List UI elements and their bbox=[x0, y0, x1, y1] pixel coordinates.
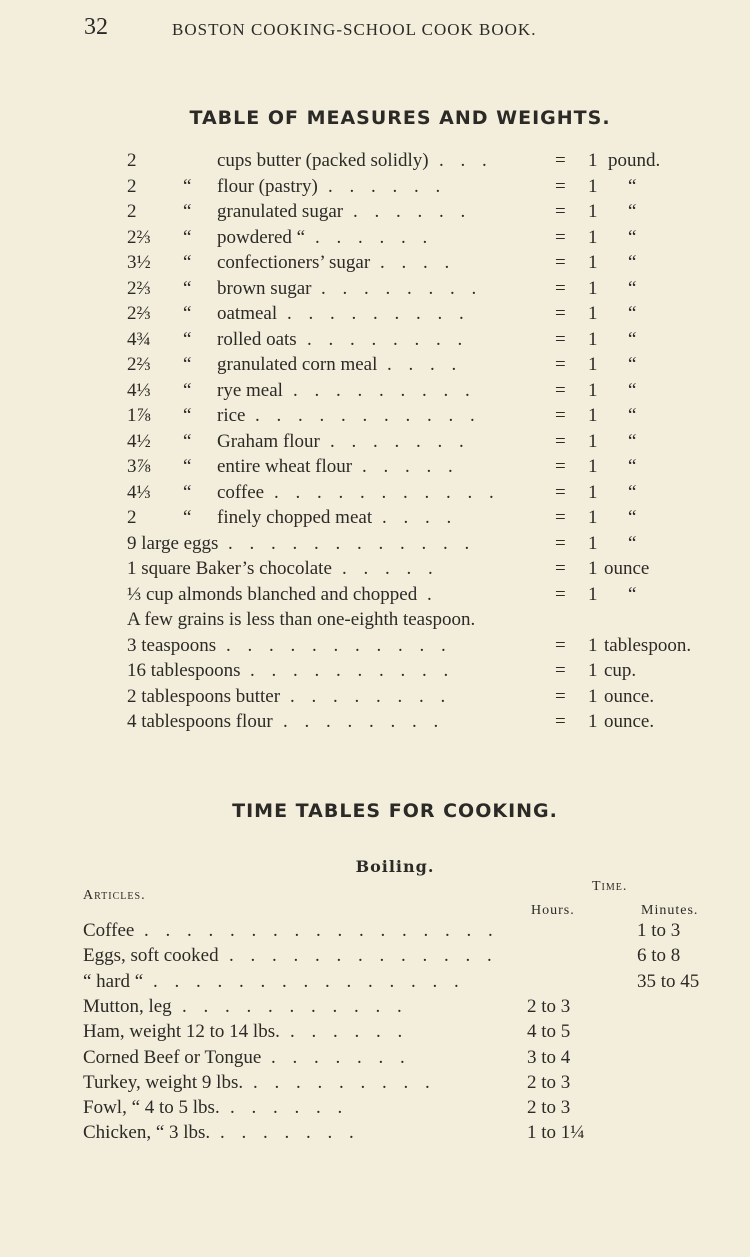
ditto-mark-result: “ bbox=[628, 379, 637, 401]
measure-item: granulated corn meal bbox=[217, 354, 378, 375]
measure-amount: 1 bbox=[588, 507, 598, 528]
equals-sign: = bbox=[555, 634, 566, 656]
ditto-mark-result: “ bbox=[628, 481, 637, 503]
equals-sign: = bbox=[555, 430, 566, 452]
ditto-mark: “ bbox=[183, 175, 192, 197]
leader-dots: . . . . . . bbox=[353, 201, 472, 222]
measure-amount: 1 bbox=[588, 481, 598, 503]
measure-item: rye meal bbox=[217, 379, 283, 401]
measure-amount: 1 bbox=[588, 354, 598, 375]
measure-row bbox=[0, 352, 750, 378]
measure-item: brown sugar bbox=[217, 277, 312, 299]
measure-amount: 1 bbox=[588, 456, 598, 477]
ditto-mark-result: “ bbox=[628, 201, 637, 222]
measure-text: 3 teaspoons bbox=[127, 634, 217, 656]
measure-item: entire wheat flour bbox=[217, 456, 353, 477]
measure-row bbox=[0, 199, 750, 225]
leader-dots: . . . . . . . . . bbox=[293, 379, 476, 401]
article-name: “ hard “ bbox=[83, 970, 144, 992]
measure-quantity: 4½ bbox=[127, 430, 151, 452]
measure-quantity: 4⅓ bbox=[127, 379, 151, 401]
equals-sign: = bbox=[555, 201, 566, 222]
measure-row bbox=[0, 454, 750, 480]
leader-dots: . . . . . . . . . . . . . . . . . bbox=[144, 920, 499, 941]
measure-row bbox=[0, 709, 750, 735]
time-row bbox=[0, 1095, 750, 1120]
measure-row bbox=[0, 531, 750, 557]
measure-unit: ounce. bbox=[604, 711, 655, 732]
measure-text: ⅓ cup almonds blanched and chopped bbox=[127, 583, 418, 605]
ditto-mark: “ bbox=[183, 481, 192, 503]
article-name: Coffee bbox=[83, 920, 135, 941]
measure-quantity: 2 bbox=[127, 175, 137, 197]
measure-item: confectioners’ sugar bbox=[217, 252, 371, 273]
measure-text: 16 tablespoons bbox=[127, 660, 241, 681]
leader-dots: . . . bbox=[439, 150, 493, 171]
measure-amount: 1 bbox=[588, 226, 598, 248]
leader-dots: . . . . . . bbox=[328, 175, 447, 197]
leader-dots: . . . . . . . . . . . bbox=[182, 995, 408, 1017]
measure-text: 1 square Baker’s chocolate bbox=[127, 558, 332, 579]
article-name: Fowl, “ 4 to 5 lbs. bbox=[83, 1097, 220, 1119]
measure-item: cups butter (packed solidly) bbox=[217, 150, 429, 171]
ditto-mark: “ bbox=[183, 328, 192, 350]
time-row bbox=[0, 1019, 750, 1044]
measure-quantity: 3½ bbox=[127, 252, 151, 273]
time-minutes: 6 to 8 bbox=[637, 945, 681, 967]
leader-dots: . . . . bbox=[382, 507, 458, 528]
article-name: Eggs, soft cooked bbox=[83, 945, 219, 967]
time-row bbox=[0, 943, 750, 968]
measure-row bbox=[0, 684, 750, 710]
time-row bbox=[0, 1070, 750, 1095]
article-name: Corned Beef or Tongue bbox=[83, 1046, 262, 1068]
measure-row bbox=[0, 582, 750, 608]
measure-item: rolled oats bbox=[217, 328, 297, 350]
ditto-mark: “ bbox=[183, 201, 192, 222]
time-row bbox=[0, 994, 750, 1019]
leader-dots: . bbox=[427, 583, 438, 605]
ditto-mark-result: “ bbox=[628, 354, 637, 375]
leader-dots: . . . . . . . . . . . bbox=[274, 481, 500, 503]
measure-text: 9 large eggs bbox=[127, 532, 219, 554]
measure-item: finely chopped meat bbox=[217, 507, 373, 528]
equals-sign: = bbox=[555, 252, 566, 273]
ditto-mark-result: “ bbox=[628, 532, 637, 554]
leader-dots: . . . . . . . . . . . bbox=[255, 405, 481, 426]
measure-quantity: 2 bbox=[127, 507, 137, 528]
article-name: Ham, weight 12 to 14 lbs. bbox=[83, 1021, 280, 1043]
measure-item: coffee bbox=[217, 481, 265, 503]
measure-unit: pound. bbox=[608, 150, 661, 171]
leader-dots: . . . . . bbox=[362, 456, 459, 477]
equals-sign: = bbox=[555, 660, 566, 681]
equals-sign: = bbox=[555, 558, 566, 579]
measure-text: 2 tablespoons butter bbox=[127, 685, 281, 707]
measure-row bbox=[0, 148, 750, 174]
measure-row bbox=[0, 556, 750, 582]
leader-dots: . . . . . . . . bbox=[283, 711, 445, 732]
equals-sign: = bbox=[555, 456, 566, 477]
ditto-mark-result: “ bbox=[628, 252, 637, 273]
ditto-mark: “ bbox=[183, 303, 192, 324]
measure-row bbox=[0, 607, 750, 633]
measure-text: A few grains is less than one-eighth teaspoon. bbox=[127, 609, 476, 630]
measure-amount: 1 bbox=[588, 430, 598, 452]
ditto-mark: “ bbox=[183, 226, 192, 248]
measure-item: powdered “ bbox=[217, 226, 306, 248]
ditto-mark-result: “ bbox=[628, 303, 637, 324]
ditto-mark-result: “ bbox=[628, 277, 637, 299]
leader-dots: . . . . . . . . . bbox=[287, 303, 470, 324]
ditto-mark-result: “ bbox=[628, 456, 637, 477]
leader-dots: . . . . . . . . . . . . . . . bbox=[153, 970, 465, 992]
ditto-mark: “ bbox=[183, 354, 192, 375]
measure-quantity: 3⅞ bbox=[127, 456, 151, 477]
leader-dots: . . . . . . . bbox=[220, 1122, 360, 1144]
leader-dots: . . . . . . . . bbox=[290, 685, 452, 707]
leader-dots: . . . . . bbox=[342, 558, 439, 579]
measure-amount: 1 bbox=[588, 711, 598, 732]
time-hours: 4 to 5 bbox=[527, 1021, 571, 1043]
article-name: Mutton, leg bbox=[83, 995, 172, 1017]
equals-sign: = bbox=[555, 175, 566, 197]
page-number: 32 bbox=[84, 14, 108, 40]
time-row bbox=[0, 918, 750, 943]
measure-text: 4 tablespoons flour bbox=[127, 711, 273, 732]
measures-title: TABLE OF MEASURES AND WEIGHTS. bbox=[189, 107, 611, 129]
time-hours: 2 to 3 bbox=[527, 1097, 571, 1119]
measure-amount: 1 bbox=[588, 328, 598, 350]
time-row bbox=[0, 1045, 750, 1070]
article-name: Chicken, “ 3 lbs. bbox=[83, 1122, 211, 1144]
leader-dots: . . . . . . . . . . . . bbox=[228, 532, 476, 554]
ditto-mark-result: “ bbox=[628, 405, 637, 426]
leader-dots: . . . . . . . . . . . . . bbox=[229, 945, 498, 967]
measure-unit: ounce. bbox=[604, 685, 655, 707]
ditto-mark: “ bbox=[183, 379, 192, 401]
leader-dots: . . . . . . . . . . bbox=[250, 660, 455, 681]
measure-quantity: 2⅔ bbox=[127, 277, 151, 299]
measure-amount: 1 bbox=[588, 558, 598, 579]
leader-dots: . . . . . . . . . . . bbox=[226, 634, 452, 656]
article-name: Turkey, weight 9 lbs. bbox=[83, 1071, 244, 1093]
measure-row bbox=[0, 301, 750, 327]
timetables-title: TIME TABLES FOR COOKING. bbox=[232, 800, 558, 822]
equals-sign: = bbox=[555, 583, 566, 605]
measure-amount: 1 bbox=[588, 175, 598, 197]
leader-dots: . . . . . . . . bbox=[307, 328, 469, 350]
col-time: Time. bbox=[592, 879, 628, 894]
measure-quantity: 2⅔ bbox=[127, 226, 151, 248]
equals-sign: = bbox=[555, 481, 566, 503]
equals-sign: = bbox=[555, 405, 566, 426]
time-minutes: 1 to 3 bbox=[637, 920, 681, 941]
measure-row bbox=[0, 276, 750, 302]
measure-row bbox=[0, 250, 750, 276]
equals-sign: = bbox=[555, 226, 566, 248]
measure-quantity: 2 bbox=[127, 150, 137, 171]
measure-amount: 1 bbox=[588, 150, 598, 171]
measure-row bbox=[0, 327, 750, 353]
leader-dots: . . . . . . bbox=[290, 1021, 409, 1043]
leader-dots: . . . . . . . . . bbox=[253, 1071, 436, 1093]
measure-quantity: 4⅓ bbox=[127, 481, 151, 503]
equals-sign: = bbox=[555, 354, 566, 375]
measure-amount: 1 bbox=[588, 634, 598, 656]
measure-unit: tablespoon. bbox=[604, 634, 692, 656]
col-articles: Articles. bbox=[83, 888, 146, 903]
measure-quantity: 4¾ bbox=[127, 328, 151, 350]
leader-dots: . . . . bbox=[387, 354, 463, 375]
equals-sign: = bbox=[555, 150, 566, 171]
time-row bbox=[0, 1120, 750, 1145]
leader-dots: . . . . . . . bbox=[271, 1046, 411, 1068]
ditto-mark: “ bbox=[183, 456, 192, 477]
time-row bbox=[0, 969, 750, 994]
equals-sign: = bbox=[555, 328, 566, 350]
equals-sign: = bbox=[555, 507, 566, 528]
measure-row bbox=[0, 633, 750, 659]
measure-unit: ounce bbox=[604, 558, 650, 579]
ditto-mark: “ bbox=[183, 252, 192, 273]
equals-sign: = bbox=[555, 685, 566, 707]
measure-quantity: 2⅔ bbox=[127, 303, 151, 324]
measure-row bbox=[0, 480, 750, 506]
ditto-mark: “ bbox=[183, 405, 192, 426]
time-hours: 2 to 3 bbox=[527, 1071, 571, 1093]
measure-row bbox=[0, 658, 750, 684]
equals-sign: = bbox=[555, 277, 566, 299]
measure-amount: 1 bbox=[588, 252, 598, 273]
equals-sign: = bbox=[555, 303, 566, 324]
time-hours: 2 to 3 bbox=[527, 995, 571, 1017]
ditto-mark-result: “ bbox=[628, 328, 637, 350]
equals-sign: = bbox=[555, 379, 566, 401]
ditto-mark: “ bbox=[183, 430, 192, 452]
equals-sign: = bbox=[555, 532, 566, 554]
measure-row bbox=[0, 429, 750, 455]
equals-sign: = bbox=[555, 711, 566, 732]
ditto-mark-result: “ bbox=[628, 430, 637, 452]
ditto-mark-result: “ bbox=[628, 507, 637, 528]
measure-item: rice bbox=[217, 405, 246, 426]
ditto-mark: “ bbox=[183, 277, 192, 299]
measure-amount: 1 bbox=[588, 277, 598, 299]
measure-amount: 1 bbox=[588, 405, 598, 426]
leader-dots: . . . . . . bbox=[315, 226, 434, 248]
leader-dots: . . . . . . . bbox=[330, 430, 470, 452]
ditto-mark-result: “ bbox=[628, 175, 637, 197]
measure-row bbox=[0, 378, 750, 404]
measure-amount: 1 bbox=[588, 583, 598, 605]
measure-quantity: 2 bbox=[127, 201, 137, 222]
measure-amount: 1 bbox=[588, 685, 598, 707]
time-minutes: 35 to 45 bbox=[637, 970, 700, 992]
measure-amount: 1 bbox=[588, 379, 598, 401]
time-hours: 1 to 1¼ bbox=[527, 1122, 585, 1144]
measure-row bbox=[0, 505, 750, 531]
measure-quantity: 2⅔ bbox=[127, 354, 151, 375]
measure-amount: 1 bbox=[588, 660, 598, 681]
boiling-subtitle: Boiling. bbox=[355, 857, 435, 876]
measure-item: granulated sugar bbox=[217, 201, 344, 222]
measure-quantity: 1⅞ bbox=[127, 405, 151, 426]
col-minutes: Minutes. bbox=[641, 903, 699, 918]
ditto-mark: “ bbox=[183, 507, 192, 528]
leader-dots: . . . . . . . . bbox=[321, 277, 483, 299]
measure-amount: 1 bbox=[588, 532, 598, 554]
measure-row bbox=[0, 403, 750, 429]
col-hours: Hours. bbox=[531, 903, 575, 918]
measure-unit: cup. bbox=[604, 660, 637, 681]
ditto-mark-result: “ bbox=[628, 226, 637, 248]
leader-dots: . . . . . . bbox=[230, 1097, 349, 1119]
measure-row bbox=[0, 225, 750, 251]
leader-dots: . . . . bbox=[380, 252, 456, 273]
measure-item: oatmeal bbox=[217, 303, 278, 324]
measure-amount: 1 bbox=[588, 201, 598, 222]
time-hours: 3 to 4 bbox=[527, 1046, 571, 1068]
ditto-mark-result: “ bbox=[628, 583, 637, 605]
measure-row bbox=[0, 174, 750, 200]
measure-item: Graham flour bbox=[217, 430, 320, 452]
running-title: BOSTON COOKING-SCHOOL COOK BOOK. bbox=[172, 20, 537, 39]
measure-item: flour (pastry) bbox=[217, 175, 318, 197]
measure-amount: 1 bbox=[588, 303, 598, 324]
